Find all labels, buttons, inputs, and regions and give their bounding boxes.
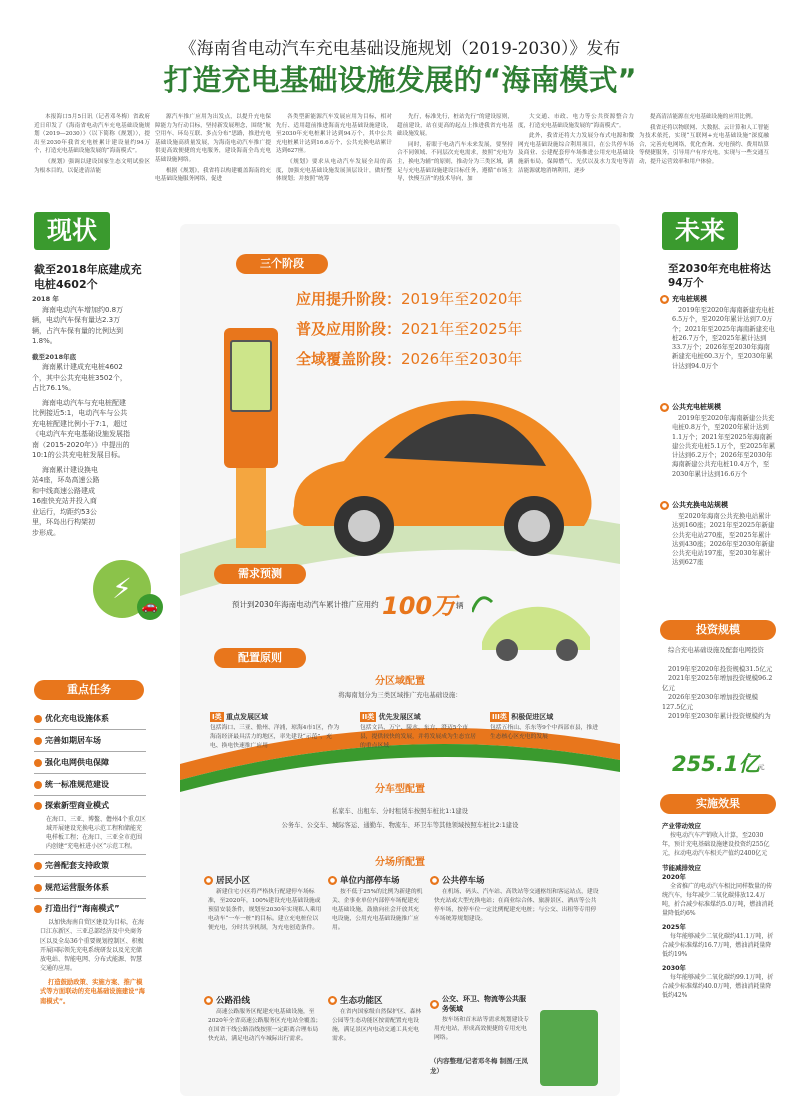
intro-paragraph: 各类型新能源汽车发展应用为目标，相对先行、适用超前推进海南充电基础设施建设，至2030年充电桩累计达到94万个，其中公共充电桩累计达到16.6万个，公共充换电站累计达到627座。 [276,114,392,155]
status-p3: 海南电动汽车与充电桩配建比例接近5:1，电动汽车与公共充电桩配建比例小于7:1，超过《电动汽车充电基础设施发展指南（2015-2020年）》中提出的10:1的公共充电桩发展目标。 [32,398,130,459]
vehicle-title: 分车型配置 [375,784,425,795]
swap-station-icon: ● [661,501,668,509]
stage-name: 应用提升阶段： [296,290,402,308]
charger-base [236,468,266,548]
invest-intro: 综合充电基础设施及配套电网投资 [668,646,764,654]
swap-text: 至2020年海南公共充换电站累计达到160座；2021年至2025年新建公共充电站270座，至2025年累计达到430座；2026年至2030年新建公共充电站197座，至2030年累计达到627座 [672,512,775,567]
intro-column-4 [397,113,513,186]
zone-tag: II类 [362,713,375,721]
task-item [34,899,146,918]
public-title: 公共充电桩规模 [672,403,721,411]
key-tasks-list [34,708,146,1006]
intro-paragraph: 本报海口5月5日讯（记者邓冬梅）省政府近日印发了《海南省电动汽车充电基础设施规划（2019—2030）》（以下简称《规划》），提出至2030年我省充电桩累计建设量约94万个，打造充电基础设施发展的“海南模式”。 [34,114,150,155]
public-text: 2019年至2020年海南新建公共充电桩0.8万个，至2020年累计达到1.1万个；2021年至2025年海南新建公共充电桩5.1万个，至2025年累计达到6.2万个；2026年至2030年海南新建公共充电桩10.4万个，至2030年累计达到16.6万个 [672,414,776,478]
intro-paragraph: 同时，着眼于电动汽车未来发展，要坚持合不同领域、不同层次充电需求，按照“充电为主，换电为辅”的原则，推动分为三类区域，满足与充电基础设施建设目标任务，遵循“市场主导，快慢互济”的技术导向，加 [397,141,513,183]
invest-title: 投资规模 [696,623,740,636]
effect-title: 实施效果 [696,797,740,810]
intro-paragraph: 《规划》强调以建设国家生态文明试验区为根本目的，以促进清洁能 [34,158,150,174]
effect-year-text: 每年能够减少二氧化碳约41.1万吨，折合减少标准煤约16.7万吨，燃油消耗量降低约19% [662,933,774,958]
slogan-text: 打造鼓励政策、实施方案、推广模式等方面联动的充电基础设施建设“海南模式”。 [40,978,145,1005]
status-by-2018: 截至2018年底 [32,352,77,361]
status-headline: 截至2018年底建成充电桩4602个 [34,263,142,291]
zone-intro: 将海南划分为三类区域推广充电基础设施： [338,691,462,699]
future-heading: 未来 [674,216,725,245]
explore-text: 在海口、三亚、博鳌、儋州4个重点区域开展建设充换电示范工程和储能充电样板工程；在海口、三亚全市范围内创建“充电桩进小区”示范工程。 [46,816,146,850]
status-p1: 海南电动汽车增加约0.8万辆，电动汽车保有量达2.3万辆，占汽车保有量的比例达到1.8%。 [32,305,124,345]
place-text: 按车场和首末站等需求规划建设专用充电站，形成高效便捷的专用充电网络。 [434,1017,529,1041]
green-car-illustration [472,582,602,672]
demand-value: 100万 [382,592,457,620]
place-text: 新建住宅小区将严格执行配建停车场标准，至2020年，100%建设充电基础设施或预留安装条件，规划至2030年实现私人乘用电动车“一车一桩”的目标。建立充电桩位以便充电，分时共享机制，为充电创造条件。 [208,889,322,931]
stage-name: 普及应用阶段： [296,320,402,338]
intro-paragraph: 根据《规划》，我省将以构建覆盖海南的充电基础设施服务网络，促进 [155,167,271,183]
public-scale [660,402,776,479]
zone-item [210,712,342,751]
zone-name: 优先发展区域 [378,713,421,721]
task-item [34,774,146,795]
stage-name: 全域覆盖阶段： [296,350,402,368]
effect-year: 2025年 [662,924,686,931]
invest-text [662,646,774,722]
intro-paragraph: 先行，标准先行，桩站先行”的建设原则，超前建设，站在更高的起点上推进我省充电基础设施发展。 [397,114,513,138]
config-title: 配置原则 [238,651,282,664]
invest-line: 2026年至2030年增加投资规模127.5亿元 [662,693,759,711]
intro-paragraph: 我省还将以物联网、大数据、云计算和人工智能为技术依托，实现“互联网+充电基础设施”深度融合，完善充电网络，优化查询、充电预约、费用结算等便捷服务，引导用户有序充电，实现与一些交通互动，提升运营效率和用户体验。 [639,124,769,165]
place-icon: ● [431,876,438,884]
intro-paragraph: 提高清洁能源在充电基础设施的应用比例。 [650,114,757,120]
place-name: ● 公共停车场 [431,876,485,886]
place-item [204,874,322,933]
public-charging-icon: ● [661,403,668,411]
zone-tag: I类 [212,713,222,721]
effect-year-text: 全省推广的电动汽车相比同样数量的传统汽车，每年减少二氧化碳排放12.4万吨，折合减少标准煤约5.0万吨，燃油消耗量降低约6% [662,883,774,917]
car-illustration [284,376,604,566]
header-subtitle: 《海南省电动汽车充电基础设施规划（2019-2030）》发布 [179,39,621,59]
status-text [32,294,132,538]
place-item [430,874,602,924]
vehicle-line-2: 公务车、公交车、城际客运、通勤车、物流车、环卫车等其他领域按照车桩比2:1建设 [281,822,519,829]
place-name: ● 单位内部停车场 [329,876,400,886]
task-item [34,877,146,898]
task-item [34,730,146,751]
charging-scale [660,294,776,371]
effect-year-text: 每年能够减少二氧化碳约99.1万吨，折合减少标准煤约40.0万吨，燃油消耗量降低约42% [662,974,774,999]
task-label: 打造出行“海南模式” [45,904,120,913]
task-item [34,708,146,729]
place-text: 在省内国家级自然保护区、森林公园等生态功能区按需配置充电设施，满足景区内电动交通工具充电需求。 [332,1009,422,1042]
zone-name: 积极促进区域 [511,713,554,721]
status-heading: 现状 [46,216,97,245]
intro-column-1 [34,113,150,177]
zone-title: 分区域配置 [375,676,425,687]
status-year: 2018 年 [32,295,59,303]
stage-years: 2019年至2020年 [401,290,523,308]
demand-title: 需求预测 [238,567,282,580]
task-label: 规范运营服务体系 [45,883,109,892]
intro-column-6 [639,113,769,169]
place-title: 分场所配置 [375,857,425,868]
stage-row [296,288,596,309]
place-icon: ● [329,876,336,884]
stage-row [296,318,596,339]
intro-paragraph: 此外，我省还将大力发展分布式电源和微网充电基础设施综合利用项目，在公共停车场及商业、公建配套停车场推进公用充电基础设施新布局，保障燃气、光伏以及水力发电等清洁能源就地消纳利用，逐步 [518,133,634,174]
task-item [34,752,146,773]
place-item [204,994,322,1044]
effect-p1: 按电动汽车产销收入计算，至2030年，预计充电基础设施建设投资约255亿元，拉动电动汽车相关产值约2400亿元 [662,832,770,857]
stages-title: 三个阶段 [260,257,304,270]
zone-tag: III类 [492,713,507,721]
intro-column-2 [155,113,271,186]
invest-line: 2019年至2030年累计投资规模约为 [668,712,771,720]
place-text: 在机场、码头、汽车站、高铁站等交通枢纽和客运站点，建设快充站或大型充换电站；在商业综合体、旅游景区、酒店等公共停车场，按停车位一定比例配建充电桩；与公交、出租等专用停车场统筹规划建设。 [434,889,599,922]
place-icon: ● [205,996,212,1004]
invest-line: 2019年至2020年投资规模31.5亿元 [668,664,773,673]
key-tasks-title: 重点任务 [67,683,111,696]
task-label: 强化电网供电保障 [45,758,109,767]
charger-screen [230,340,272,412]
zone-item [360,712,478,751]
task-item [34,855,146,876]
plug-icon: ⚡ [93,560,151,618]
task-label: 统一标准规范建设 [45,780,109,789]
place-text: 按不低于25%的比例为新建的机关、企事业单位内部停车场配建充电基础设施，鼓励向社会开放其充电设施，公用充电基础设施推广应用。 [332,889,423,931]
task-label: 优化充电设施体系 [45,714,109,723]
invest-total: 255.1亿 [672,752,760,776]
charging-text: 2019年至2020年海南新建充电桩6.5万个，至2020年累计达到7.0万个；2021年至2025年海南新建充电桩26.7万个，至2025年累计达到33.7万个；2026年至2030年海南新建充电桩60.3万个，至2030年累计达到94.0万个 [672,306,775,370]
future-headline: 至2030年充电桩将达94万个 [668,263,771,289]
task-label: 完善如期居车场 [45,736,101,745]
zone-item [490,712,600,742]
invest-line: 2021年至2025年增加投资规模96.2亿元 [662,674,773,692]
status-p2: 海南累计建成充电桩4602个，其中公共充电桩3502个，占比76.1%。 [32,363,127,392]
zone-text: 包括海口、三亚、儋州、洋浦，琼海4市1区，作为海南经济最具活力的地区，率先建设“示范”，充电、换电快速推广应用 [210,725,340,749]
header-title: 打造充电基础设施发展的“海南模式” [163,63,637,97]
place-icon: ● [431,1000,438,1008]
task-label: 完善配套支持政策 [45,861,109,870]
stage-years: 2021年至2025年 [401,320,523,338]
swap-title: 公共充换电站规模 [672,501,728,509]
intro-column-3 [276,113,392,186]
stage-row [296,348,596,369]
effect-p1-title: 产业带动效应 [662,822,701,830]
intro-paragraph: 源汽车推广应用为出发点，以提升充电保障能力为行动目标，坚持新发展理念，围绕“航空用车、环岛互联、多点分布”思路，推进充电基础设施高质量发展，为海南电动汽车推广提供更高效便捷的充电服务，建设海南全岛充电基础设施网络。 [155,114,271,163]
charging-icon: ● [661,295,668,303]
place-item [328,994,424,1044]
effect-text [662,822,774,1000]
vehicle-line-1: 私家车、出租车、分时租赁车按照车桩比1:1建设 [331,808,469,815]
effect-p2-title: 节能减排效应 [662,864,701,872]
status-p4: 海南累计建设换电站4座，环岛高速公路和中线高速公路建成16座快充站并投入商业运行，均距约53公里，环岛出行构架初步形成。 [32,465,100,537]
swap-scale [660,500,776,568]
intro-paragraph: 《规划》要求从电动汽车发展全局的高度，加强充电基础设施发展顶层设计，做好整体规划；并按照“统筹 [276,158,392,183]
place-icon: ● [205,876,212,884]
car-icon: 🚗 [137,594,163,620]
demand-unit: 辆 [456,601,464,610]
place-name: ● 生态功能区 [329,996,383,1006]
charging-title: 充电桩规模 [672,295,707,303]
credit: （内容整理/记者邓冬梅 制图/王凤龙） [430,1057,529,1075]
place-name: ● 公路沿线 [205,996,251,1006]
place-name: ● 公交、环卫、物流等公共服务领域 [431,995,526,1013]
zone-text: 包括五指山、乐东等9个中西部市县，推进生态核心区充电的发展 [490,725,599,740]
zone-text: 包括文昌、万宁、陵水、东方、澄迈5个市县，提供较快的发展，并将发展成为生态宜居的重点区域 [360,725,476,749]
place-icon: ● [329,996,336,1004]
model-text: 以加快海南自贸区建设为目标，在海口江东新区、三亚总部经济及中央商务区以及全岛36个重要规划控制区、积极开展国际领先充电系统研发以及光充储放电站、智能电网、分布式能源、智慧交通的应用。 [40,919,145,973]
demand-text: 预计到2030年海南电动汽车累计推广应用约 [232,600,379,609]
place-item [430,994,530,1043]
place-text: 高速公路服务区配建充电基础设施，至2020年全省高速公路服务区充电站全覆盖；在国省干线公路沿线按照一定距离合理布局快充站，满足电动汽车城际出行需求。 [208,1009,322,1042]
intro-column-5 [518,113,634,177]
task-item [34,796,146,815]
place-name: ● 居民小区 [205,876,251,886]
place-item [328,874,424,933]
effect-year: 2030年 [662,965,686,972]
effect-year: 2020年 [662,874,686,881]
building-illustration [540,1010,598,1086]
invest-unit: 元 [758,763,765,771]
intro-paragraph: 大交通、市政、电力等公共资源整合力度，打造充电基础设施发展的“海南模式”。 [518,114,634,129]
stage-years: 2026年至2030年 [401,350,523,368]
zone-name: 重点发展区域 [226,713,269,721]
task-label: 探索新型商业模式 [45,801,109,810]
